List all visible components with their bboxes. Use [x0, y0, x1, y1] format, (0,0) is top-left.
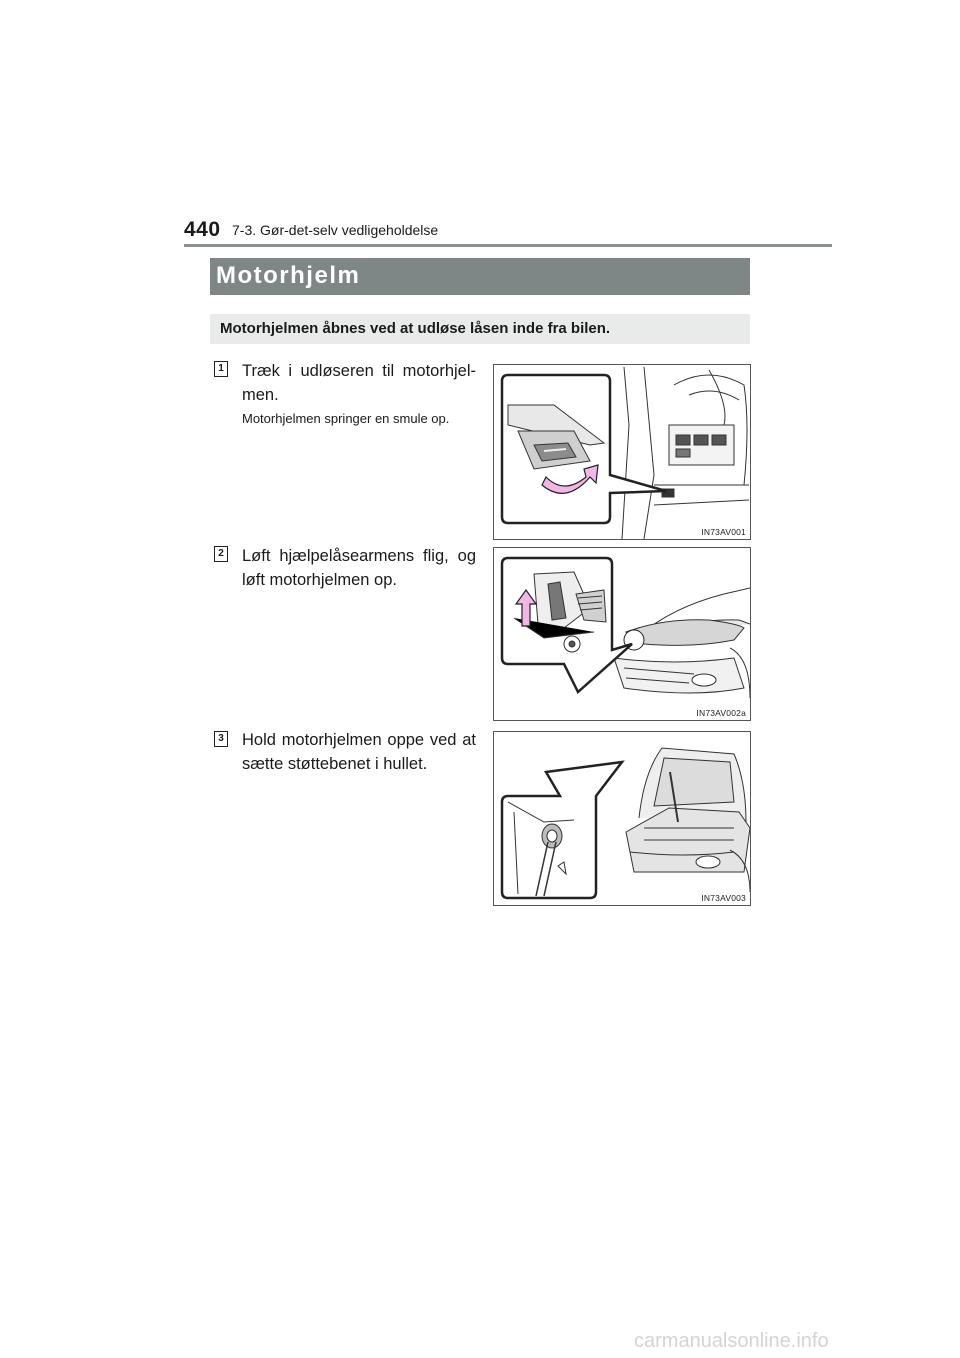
step-3-text: Hold motorhjelmen oppe ved at sætte støttebenet i hullet.	[242, 731, 476, 773]
auxiliary-catch-illustration	[494, 548, 750, 720]
step-3-number: 3	[214, 731, 228, 747]
page-number: 440	[184, 218, 221, 241]
figure-hood-support-rod	[493, 731, 751, 906]
figure-2-code: IN73AV002a	[696, 708, 746, 718]
section-intro-box	[210, 314, 750, 344]
header-divider	[184, 244, 832, 247]
support-rod-illustration	[494, 732, 750, 905]
hood-release-illustration	[494, 365, 750, 539]
chapter-title: 7-3. Gør-det-selv vedligeholdelse	[232, 222, 439, 238]
figure-auxiliary-catch-lever	[493, 547, 751, 721]
section-title: Motorhjelm	[216, 262, 361, 289]
figure-hood-release-lever	[493, 364, 751, 540]
section-intro: Motorhjelmen åbnes ved at udløse låsen inde fra bilen.	[220, 320, 611, 337]
step-2-number: 2	[214, 546, 228, 562]
step-1-note: Motorhjelmen springer en smule op.	[242, 411, 450, 426]
watermark: carmanualsonline.info	[634, 1330, 829, 1352]
step-1-text: Træk i udløseren til motorhjel-men.	[242, 362, 476, 404]
step-1-number: 1	[214, 361, 228, 377]
step-2-text: Løft hjælpelåsearmens flig, og løft motorhjelmen op.	[242, 547, 476, 589]
figure-3-code: IN73AV003	[701, 893, 746, 903]
section-title-bar	[210, 258, 750, 295]
figure-1-code: IN73AV001	[701, 527, 746, 537]
